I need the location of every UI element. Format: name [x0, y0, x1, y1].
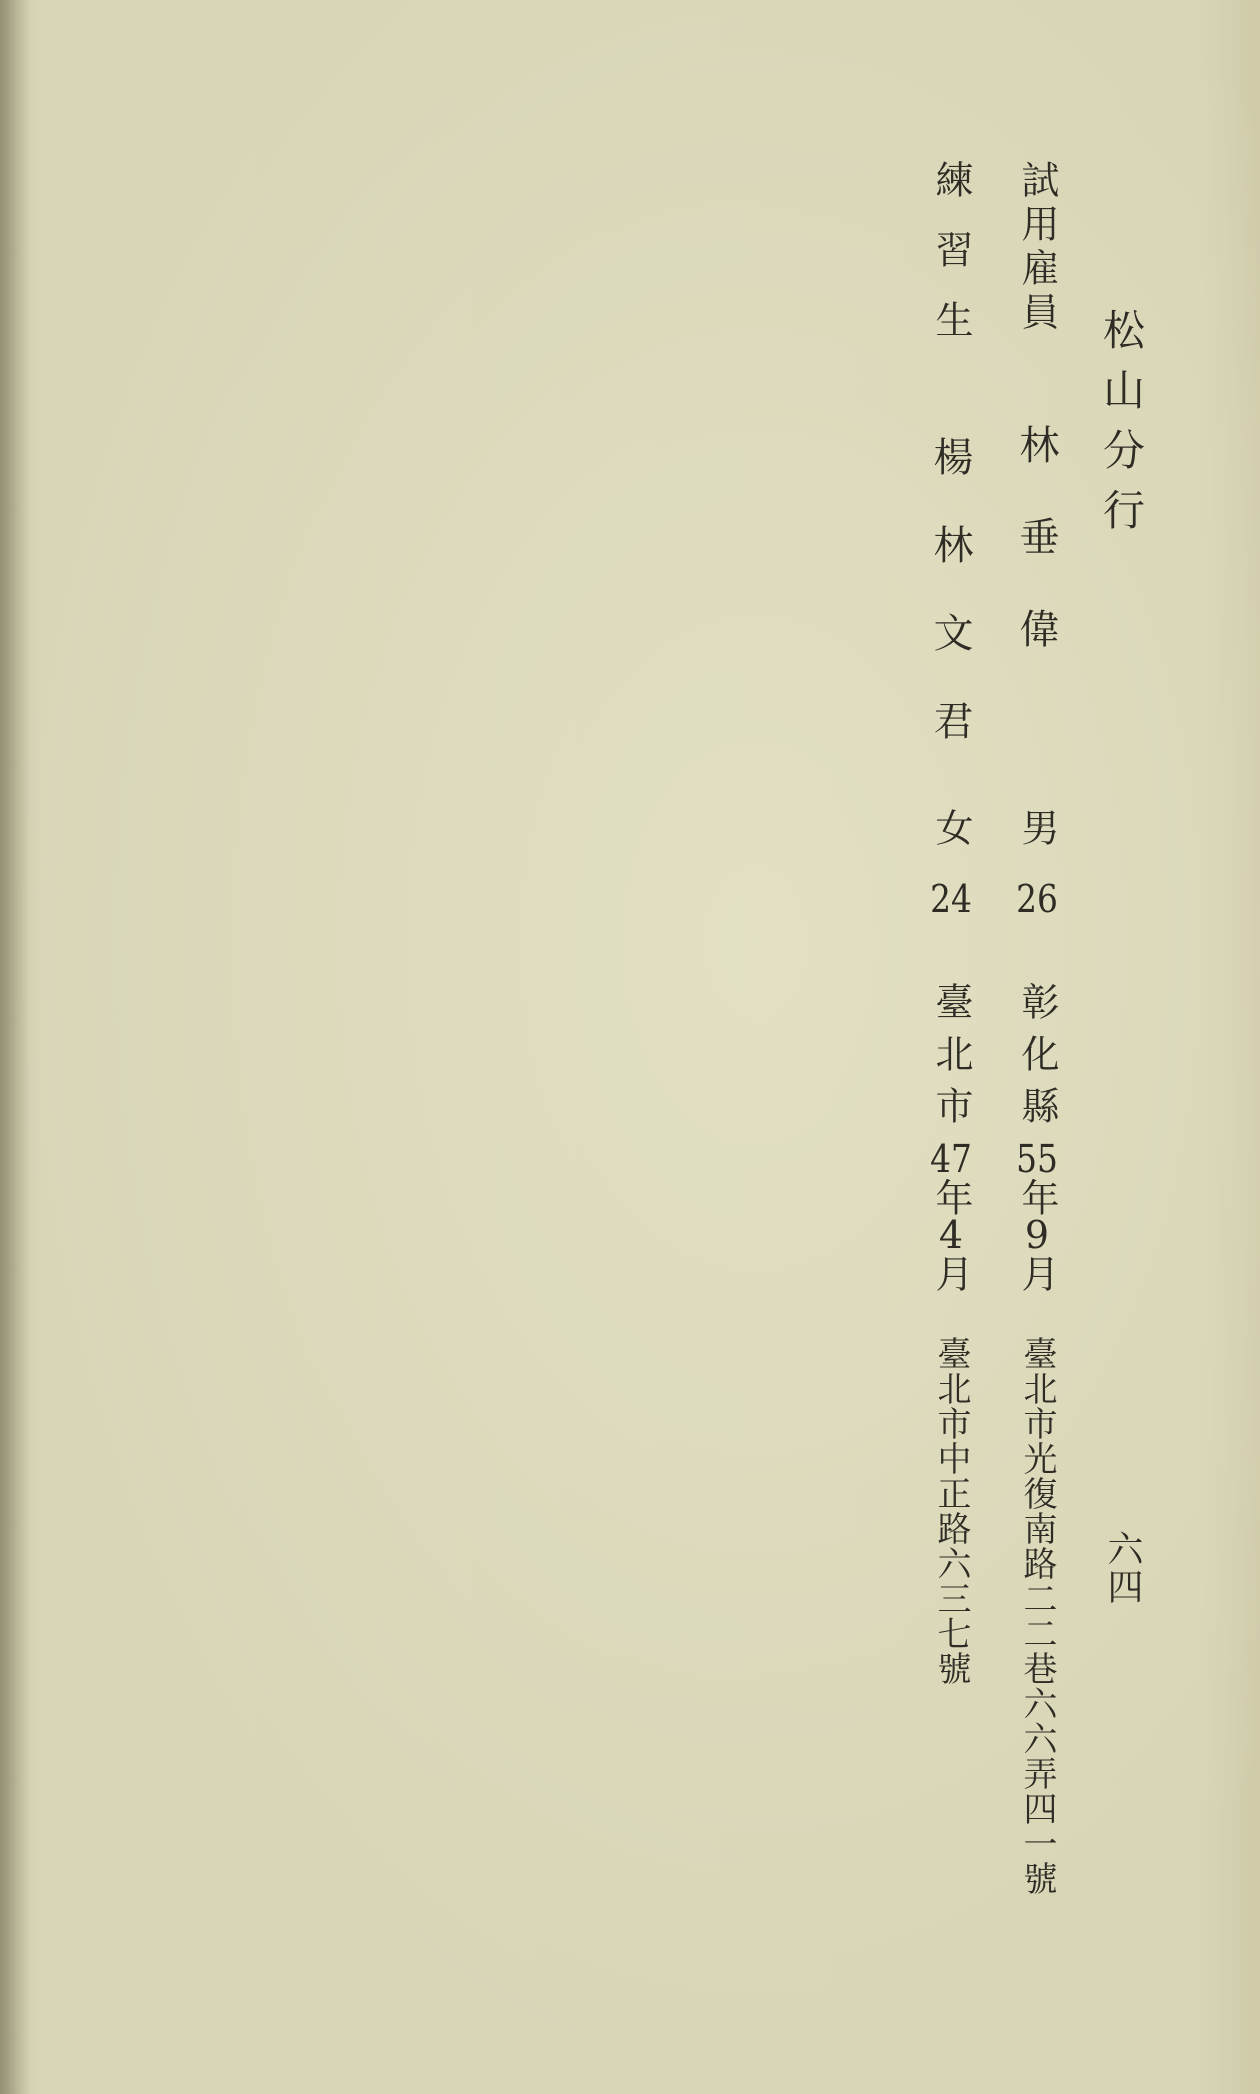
row-1-title: 試用雇員: [1015, 160, 1059, 336]
row-2-title: 練習生: [929, 160, 973, 370]
row-1-date-month-unit: 月: [1015, 1254, 1059, 1292]
row-2-date-year: 47: [930, 1140, 972, 1178]
row-1-age: 26: [1016, 880, 1058, 918]
row-1-date: [1015, 1140, 1059, 1292]
row-2-gender: 女: [929, 808, 973, 846]
row-1-date-year: 55: [1016, 1140, 1058, 1178]
row-2-address: 臺北市中正路六三七號: [931, 1336, 971, 1686]
row-2-date-month: 4: [938, 1216, 964, 1254]
row-1-date-year-unit: 年: [1015, 1178, 1059, 1216]
row-2-birthplace: 臺北市: [929, 982, 973, 1138]
row-2-date-year-unit: 年: [929, 1178, 973, 1216]
row-1-name: 林垂偉: [1013, 424, 1059, 700]
row-1-birthplace: 彰化縣: [1015, 982, 1059, 1138]
row-2-date: [929, 1140, 973, 1292]
row-2-name: 楊林文君: [927, 436, 973, 788]
row-2-age: 24: [930, 880, 972, 918]
row-1-date-month: 9: [1024, 1216, 1050, 1254]
row-1-address: 臺北市光復南路二二巷六六弄四一號: [1017, 1336, 1057, 1896]
row-2-date-month-unit: 月: [929, 1254, 973, 1292]
binding-shadow: [0, 0, 30, 2094]
page-number: 六四: [1102, 1530, 1143, 1606]
branch-heading: 松山分行: [1097, 308, 1146, 548]
row-1-gender: 男: [1015, 808, 1059, 846]
